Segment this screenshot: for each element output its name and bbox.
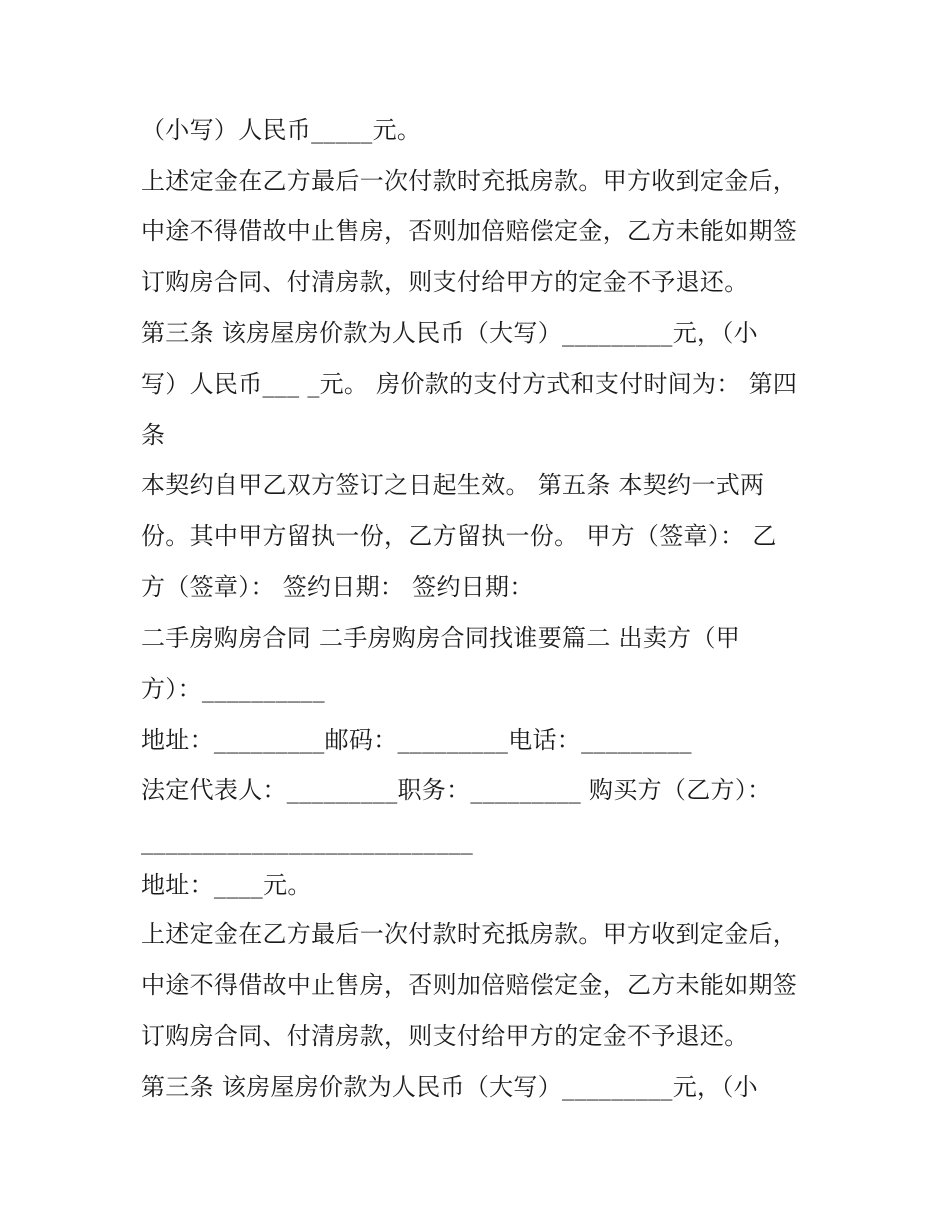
text-line-15: ___________________________ [141,827,474,855]
text-line-16: 地址：____元。 [141,871,312,899]
text-line-17: 上述定金在乙方最后一次付款时充抵房款。甲方收到定金后， [141,920,798,948]
text-line-12: 方）：__________ [141,675,325,703]
text-line-7: 条 [141,421,166,449]
text-line-9: 份。其中甲方留执一份，乙方留执一份。 甲方（签章）： 乙 [141,522,777,550]
text-line-1: （小写）人民币_____元。 [141,116,422,144]
text-line-14: 法定代表人：_________职务：_________ 购买方（乙方）： [141,776,772,804]
text-line-4: 订购房合同、付清房款，则支付给甲方的定金不予退还。 [141,268,749,296]
text-line-8: 本契约自甲乙双方签订之日起生效。 第五条 本契约一式两 [141,471,765,499]
text-line-6: 写）人民币___ _元。 房价款的支付方式和支付时间为： 第四 [141,370,798,398]
text-line-2: 上述定金在乙方最后一次付款时充抵房款。甲方收到定金后， [141,167,798,195]
text-line-19: 订购房合同、付清房款，则支付给甲方的定金不予退还。 [141,1022,749,1050]
text-line-18: 中途不得借故中止售房，否则加倍赔偿定金，乙方未能如期签 [141,971,798,999]
text-line-3: 中途不得借故中止售房，否则加倍赔偿定金，乙方未能如期签 [141,217,798,245]
text-line-10: 方（签章）： 签约日期： 签约日期： [141,573,534,601]
text-line-5: 第三条 该房屋房价款为人民币（大写）_________元，（小 [141,319,758,347]
text-line-11: 二手房购房合同 二手房购房合同找谁要篇二 出卖方（甲 [141,624,741,652]
text-line-13: 地址：_________邮码：_________电话：_________ [141,726,692,754]
text-line-20: 第三条 该房屋房价款为人民币（大写）_________元，（小 [141,1073,758,1101]
